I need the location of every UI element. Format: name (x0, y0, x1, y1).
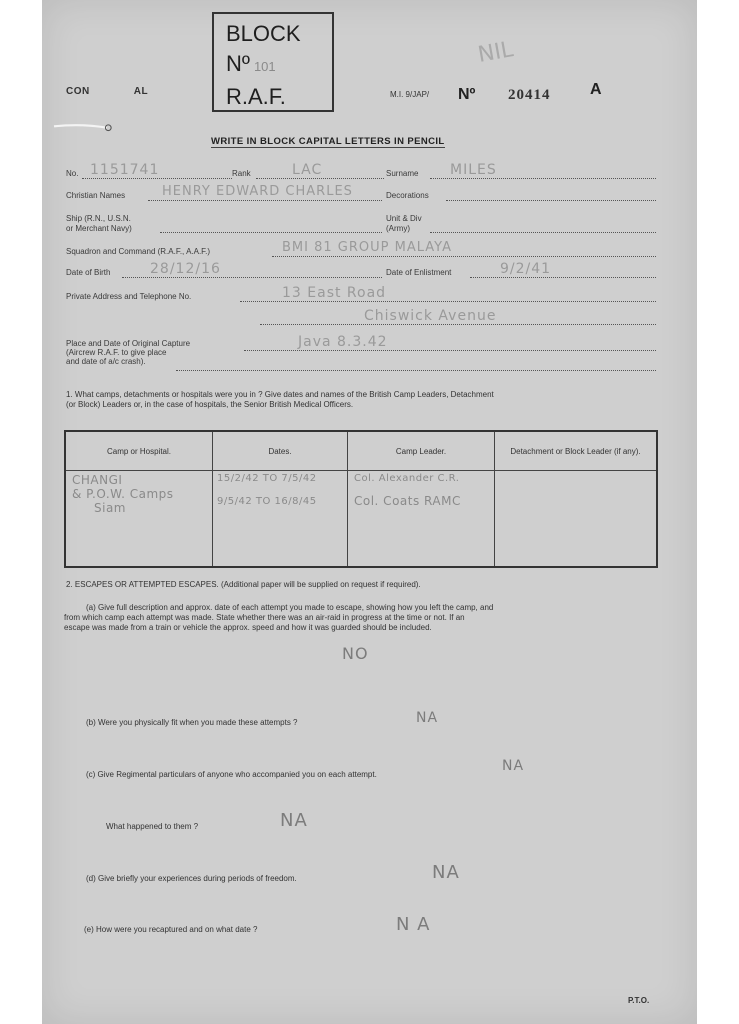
field-ship-label: Ship (R.N., U.S.N. or Merchant Navy) (66, 214, 132, 233)
question-2-title: 2. ESCAPES OR ATTEMPTED ESCAPES. (Additional paper will be supplied on request if required). (66, 580, 421, 589)
field-enlistment-value: 9/2/41 (500, 261, 552, 277)
field-address-label: Private Address and Telephone No. (66, 292, 192, 301)
answer-2c-followup: NA (280, 810, 308, 831)
field-no-label: No. (66, 169, 79, 178)
nil-annotation: NIL (476, 37, 516, 68)
camps-header-detachment: Detachment or Block Leader (if any). (495, 431, 658, 471)
serial-number: 20414 (508, 87, 551, 103)
stamp-number-line: Nº 101 (226, 51, 276, 76)
field-surname-value: MILES (450, 162, 497, 178)
field-surname-label: Surname (386, 169, 419, 178)
field-rank-label: Rank (232, 169, 251, 178)
classification-mark: CON AL (66, 86, 149, 97)
question-2b-text: (b) Were you physically fit when you made these attempts ? (86, 718, 298, 727)
field-christian-label: Christian Names (66, 191, 126, 200)
field-squadron-label: Squadron and Command (R.A.F., A.A.F.) (66, 247, 211, 256)
table-row-dates: 15/2/42 TO 7/5/42 9/5/42 TO 16/8/45 (213, 471, 348, 568)
question-2c-text: (c) Give Regimental particulars of anyone who accompanied you on each attempt. (86, 770, 377, 779)
answer-2e: N A (396, 914, 431, 935)
answer-2b: NA (416, 710, 439, 726)
field-squadron-value: BMI 81 GROUP MALAYA (282, 240, 452, 255)
field-capture-label: Place and Date of Original Capture (Aircrew R.A.F. to give place and date of a/c crash). (66, 339, 191, 366)
answer-2d: NA (432, 862, 460, 883)
stamp-handwritten-number: 101 (253, 59, 276, 74)
question-2c-followup-text: What happened to them ? (106, 822, 199, 831)
mi-reference: M.I. 9/JAP/ (390, 90, 430, 99)
field-dob-value: 28/12/16 (150, 261, 221, 277)
serial-suffix: A (590, 81, 602, 98)
field-address-line1: 13 East Road (282, 285, 387, 301)
field-capture-value: Java 8.3.42 (298, 334, 388, 350)
question-2a-text: (a) Give full description and approx. date of each attempt you made to escape, showing how you left the camp, and from which camp each attempt was made. State whether there was an air-raid in progress at the time or not. If an escape was made from a train or vehicle the approx. speed and how it was guarded should be included. (64, 603, 494, 632)
block-stamp (212, 12, 334, 112)
question-1-text: 1. What camps, detachments or hospitals were you in ? Give dates and names of the British Camp Leaders, Detachment (or Block) Leaders or, in the case of hospitals, the Senior British Medical Officers. (66, 390, 494, 409)
field-rank-value: LAC (292, 162, 323, 178)
string-tie (42, 122, 126, 132)
table-row-detachment (495, 471, 658, 568)
stamp-block-text: BLOCK (226, 21, 301, 46)
field-address-line2: Chiswick Avenue (364, 308, 497, 324)
answer-2a: NO (342, 644, 369, 663)
field-dob-label: Date of Birth (66, 268, 111, 277)
table-row-camp: CHANGI & P.O.W. Camps Siam (65, 471, 213, 568)
serial-number-label: Nº (458, 86, 476, 103)
question-2d-text: (d) Give briefly your experiences during periods of freedom. (86, 874, 297, 883)
field-unit-label: Unit & Div (Army) (386, 214, 422, 233)
field-decorations-label: Decorations (386, 191, 429, 200)
camps-header-leader: Camp Leader. (348, 431, 495, 471)
field-christian-value: HENRY EDWARD CHARLES (162, 184, 353, 199)
answer-2c: NA (502, 758, 525, 774)
pto-label: P.T.O. (628, 996, 650, 1005)
camps-header-dates: Dates. (213, 431, 348, 471)
field-enlistment-label: Date of Enlistment (386, 268, 452, 277)
stamp-raf-text: R.A.F. (226, 84, 286, 109)
instruction-heading: WRITE IN BLOCK CAPITAL LETTERS IN PENCIL (211, 136, 445, 147)
question-2e-text: (e) How were you recaptured and on what date ? (84, 925, 258, 934)
camps-header-camp: Camp or Hospital. (65, 431, 213, 471)
field-no-value: 1151741 (90, 162, 160, 178)
camps-table (64, 430, 658, 568)
table-row-leader: Col. Alexander C.R. Col. Coats RAMC (348, 471, 495, 568)
